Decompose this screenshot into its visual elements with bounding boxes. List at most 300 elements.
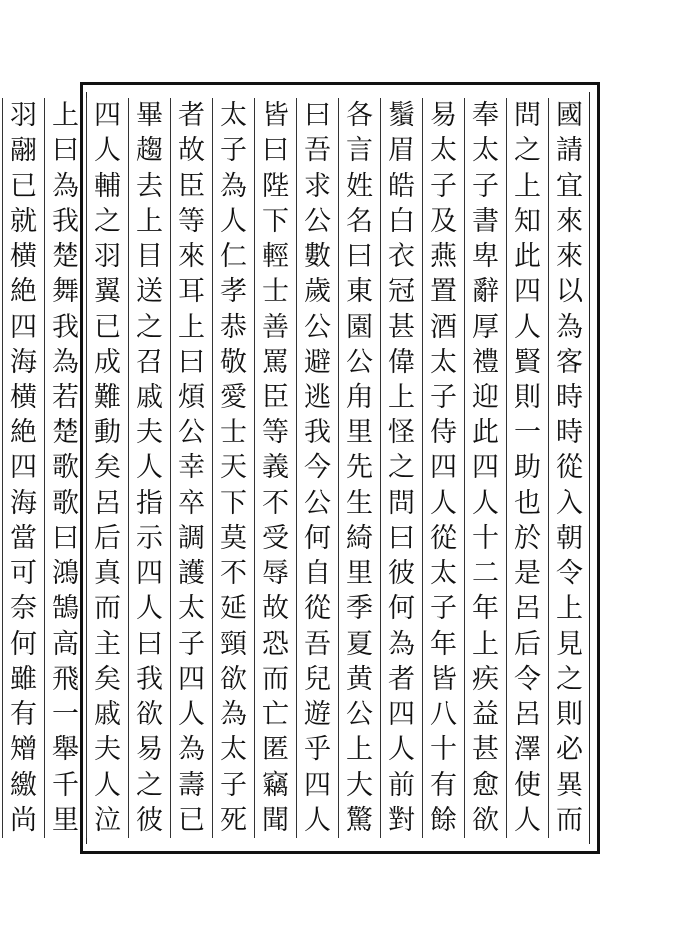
character: 子 — [178, 628, 205, 660]
character: 先 — [346, 452, 373, 484]
character: 於 — [514, 522, 541, 554]
character: 為 — [556, 311, 583, 343]
character: 戚 — [136, 381, 163, 413]
text-column — [338, 98, 380, 838]
character: 雖 — [10, 663, 37, 695]
character: 從 — [304, 593, 331, 625]
character: 頸 — [220, 628, 247, 660]
character: 舉 — [52, 734, 79, 766]
character: 之 — [94, 205, 121, 237]
character: 園 — [346, 311, 373, 343]
character: 此 — [514, 241, 541, 273]
character: 一 — [52, 699, 79, 731]
character: 彼 — [136, 804, 163, 836]
character: 四 — [136, 558, 163, 590]
character: 已 — [178, 804, 205, 836]
character: 仁 — [220, 241, 247, 273]
character: 上 — [388, 381, 415, 413]
character: 陛 — [262, 170, 289, 202]
character: 兒 — [304, 663, 331, 695]
character: 者 — [388, 663, 415, 695]
character: 煩 — [178, 381, 205, 413]
character: 問 — [388, 487, 415, 519]
character: 不 — [262, 487, 289, 519]
character: 夏 — [346, 628, 373, 660]
character: 四 — [94, 100, 121, 132]
character: 有 — [430, 769, 457, 801]
character: 真 — [94, 558, 121, 590]
character: 若 — [52, 381, 79, 413]
character: 有 — [10, 699, 37, 731]
character: 高 — [52, 628, 79, 660]
character: 下 — [220, 487, 247, 519]
character: 楚 — [52, 417, 79, 449]
text-column — [548, 98, 590, 838]
character: 者 — [178, 100, 205, 132]
character: 目 — [136, 241, 163, 273]
character: 四 — [178, 663, 205, 695]
character: 請 — [556, 135, 583, 167]
character: 益 — [472, 699, 499, 731]
character: 上 — [472, 628, 499, 660]
character: 就 — [10, 205, 37, 237]
character: 人 — [178, 699, 205, 731]
character: 公 — [346, 346, 373, 378]
character: 皆 — [262, 100, 289, 132]
character: 后 — [514, 628, 541, 660]
character: 横 — [10, 381, 37, 413]
character: 入 — [556, 487, 583, 519]
character: 之 — [136, 311, 163, 343]
character: 子 — [220, 135, 247, 167]
character: 壽 — [178, 769, 205, 801]
character: 季 — [346, 593, 373, 625]
character: 太 — [178, 593, 205, 625]
character: 甚 — [388, 311, 415, 343]
character: 曰 — [262, 135, 289, 167]
character: 矣 — [94, 452, 121, 484]
character: 呂 — [94, 487, 121, 519]
character: 人 — [220, 205, 247, 237]
character: 我 — [52, 311, 79, 343]
text-column — [380, 98, 422, 838]
text-column — [86, 98, 128, 838]
character: 公 — [178, 417, 205, 449]
character: 夫 — [136, 417, 163, 449]
character: 畢 — [136, 100, 163, 132]
character: 宜 — [556, 170, 583, 202]
character: 已 — [94, 311, 121, 343]
character: 罵 — [262, 346, 289, 378]
character: 上 — [136, 205, 163, 237]
character: 助 — [514, 452, 541, 484]
character: 今 — [304, 452, 331, 484]
character: 言 — [346, 135, 373, 167]
character: 示 — [136, 522, 163, 554]
character: 而 — [262, 663, 289, 695]
character: 楚 — [52, 241, 79, 273]
character: 子 — [430, 381, 457, 413]
character: 太 — [430, 135, 457, 167]
character: 士 — [220, 417, 247, 449]
character: 耳 — [178, 276, 205, 308]
character: 怪 — [388, 417, 415, 449]
character: 翼 — [94, 276, 121, 308]
character: 飛 — [52, 663, 79, 695]
character: 等 — [178, 205, 205, 237]
character: 吾 — [304, 135, 331, 167]
character: 人 — [94, 135, 121, 167]
character: 竊 — [262, 769, 289, 801]
character: 眉 — [388, 135, 415, 167]
character: 成 — [94, 346, 121, 378]
character: 厚 — [472, 311, 499, 343]
character: 異 — [556, 769, 583, 801]
character: 絶 — [10, 276, 37, 308]
character: 人 — [472, 487, 499, 519]
character: 白 — [388, 205, 415, 237]
character: 令 — [514, 663, 541, 695]
character: 驚 — [346, 804, 373, 836]
character: 天 — [220, 452, 247, 484]
character: 皓 — [388, 170, 415, 202]
character: 子 — [472, 170, 499, 202]
character: 偉 — [388, 346, 415, 378]
character: 亡 — [262, 699, 289, 731]
character: 易 — [430, 100, 457, 132]
character: 衣 — [388, 241, 415, 273]
character: 酒 — [430, 311, 457, 343]
character: 延 — [220, 593, 247, 625]
character: 各 — [346, 100, 373, 132]
character: 此 — [472, 417, 499, 449]
character: 年 — [430, 628, 457, 660]
character: 人 — [136, 452, 163, 484]
character: 士 — [262, 276, 289, 308]
character: 公 — [304, 487, 331, 519]
character: 鬚 — [388, 100, 415, 132]
character: 羽 — [94, 241, 121, 273]
character: 愈 — [472, 769, 499, 801]
character: 為 — [388, 628, 415, 660]
text-column — [170, 98, 212, 838]
character: 死 — [220, 804, 247, 836]
character: 時 — [556, 381, 583, 413]
character: 問 — [514, 100, 541, 132]
character: 臣 — [178, 170, 205, 202]
character: 里 — [346, 417, 373, 449]
character: 莫 — [220, 522, 247, 554]
character: 辭 — [472, 276, 499, 308]
character: 呂 — [514, 699, 541, 731]
character: 指 — [136, 487, 163, 519]
character: 姓 — [346, 170, 373, 202]
character: 來 — [556, 205, 583, 237]
character: 孝 — [220, 276, 247, 308]
character: 已 — [10, 170, 37, 202]
character: 之 — [514, 135, 541, 167]
character: 泣 — [94, 804, 121, 836]
character: 乎 — [304, 734, 331, 766]
character: 送 — [136, 276, 163, 308]
character: 奈 — [10, 593, 37, 625]
character: 東 — [346, 276, 373, 308]
character: 卑 — [472, 241, 499, 273]
character: 不 — [220, 558, 247, 590]
character: 以 — [556, 276, 583, 308]
character: 知 — [514, 205, 541, 237]
text-column — [2, 98, 44, 838]
character: 難 — [94, 381, 121, 413]
character: 敬 — [220, 346, 247, 378]
character: 當 — [10, 522, 37, 554]
character: 公 — [304, 311, 331, 343]
text-column — [422, 98, 464, 838]
character: 使 — [514, 769, 541, 801]
character: 從 — [430, 522, 457, 554]
character: 對 — [388, 804, 415, 836]
character: 何 — [388, 593, 415, 625]
character: 欲 — [136, 699, 163, 731]
character: 吾 — [304, 628, 331, 660]
character: 善 — [262, 311, 289, 343]
character: 故 — [262, 593, 289, 625]
character: 曰 — [52, 135, 79, 167]
character: 見 — [556, 628, 583, 660]
character: 海 — [10, 346, 37, 378]
character: 皆 — [430, 663, 457, 695]
character: 置 — [430, 276, 457, 308]
character: 人 — [136, 593, 163, 625]
character: 朝 — [556, 522, 583, 554]
character: 我 — [52, 205, 79, 237]
character: 曰 — [52, 522, 79, 554]
character: 上 — [178, 311, 205, 343]
character: 燕 — [430, 241, 457, 273]
character: 矰 — [10, 734, 37, 766]
character: 我 — [304, 417, 331, 449]
character: 為 — [178, 734, 205, 766]
character: 恭 — [220, 311, 247, 343]
character: 餘 — [430, 804, 457, 836]
character: 人 — [514, 804, 541, 836]
character: 戚 — [94, 699, 121, 731]
character: 矣 — [94, 663, 121, 695]
character: 護 — [178, 558, 205, 590]
character: 上 — [556, 593, 583, 625]
character: 太 — [472, 135, 499, 167]
text-column — [44, 98, 86, 838]
character: 四 — [304, 769, 331, 801]
character: 海 — [10, 487, 37, 519]
character: 趨 — [136, 135, 163, 167]
character: 必 — [556, 734, 583, 766]
character: 數 — [304, 241, 331, 273]
character: 太 — [430, 558, 457, 590]
character: 輕 — [262, 241, 289, 273]
character: 及 — [430, 205, 457, 237]
character: 歌 — [52, 452, 79, 484]
character: 何 — [304, 522, 331, 554]
character: 冠 — [388, 276, 415, 308]
character: 年 — [472, 593, 499, 625]
character: 為 — [220, 699, 247, 731]
character: 欲 — [220, 663, 247, 695]
character: 國 — [556, 100, 583, 132]
character: 人 — [388, 734, 415, 766]
character: 四 — [388, 699, 415, 731]
character: 遊 — [304, 699, 331, 731]
character: 八 — [430, 699, 457, 731]
character: 主 — [94, 628, 121, 660]
character: 為 — [220, 170, 247, 202]
character: 為 — [52, 346, 79, 378]
character: 則 — [514, 381, 541, 413]
character: 侍 — [430, 417, 457, 449]
character: 生 — [346, 487, 373, 519]
text-column — [464, 98, 506, 838]
character: 恐 — [262, 628, 289, 660]
character: 甪 — [346, 381, 373, 413]
character: 曰 — [388, 522, 415, 554]
character: 則 — [556, 699, 583, 731]
character: 之 — [136, 769, 163, 801]
character: 卒 — [178, 487, 205, 519]
character: 綺 — [346, 522, 373, 554]
character: 迎 — [472, 381, 499, 413]
character: 人 — [514, 311, 541, 343]
character: 鵠 — [52, 593, 79, 625]
character: 求 — [304, 170, 331, 202]
character: 來 — [556, 241, 583, 273]
character: 來 — [178, 241, 205, 273]
character: 匿 — [262, 734, 289, 766]
text-column — [128, 98, 170, 838]
character: 夫 — [94, 734, 121, 766]
character: 太 — [220, 734, 247, 766]
character: 子 — [430, 170, 457, 202]
character: 而 — [94, 593, 121, 625]
character: 呂 — [514, 593, 541, 625]
character: 繳 — [10, 769, 37, 801]
character: 之 — [556, 663, 583, 695]
character: 公 — [304, 205, 331, 237]
character: 里 — [346, 558, 373, 590]
character: 客 — [556, 346, 583, 378]
character: 疾 — [472, 663, 499, 695]
character: 十 — [430, 734, 457, 766]
character: 公 — [346, 699, 373, 731]
character: 前 — [388, 769, 415, 801]
character: 歲 — [304, 276, 331, 308]
character: 辱 — [262, 558, 289, 590]
character: 故 — [178, 135, 205, 167]
text-columns — [10, 98, 590, 838]
character: 四 — [10, 452, 37, 484]
character: 從 — [556, 452, 583, 484]
character: 下 — [262, 205, 289, 237]
character: 絶 — [10, 417, 37, 449]
character: 鴻 — [52, 558, 79, 590]
character: 是 — [514, 558, 541, 590]
character: 何 — [10, 628, 37, 660]
character: 十 — [472, 522, 499, 554]
character: 禮 — [472, 346, 499, 378]
character: 上 — [52, 100, 79, 132]
character: 也 — [514, 487, 541, 519]
character: 翮 — [10, 135, 37, 167]
character: 后 — [94, 522, 121, 554]
character: 曰 — [304, 100, 331, 132]
character: 澤 — [514, 734, 541, 766]
character: 等 — [262, 417, 289, 449]
character: 大 — [346, 769, 373, 801]
character: 去 — [136, 170, 163, 202]
character: 太 — [220, 100, 247, 132]
character: 人 — [430, 487, 457, 519]
character: 羽 — [10, 100, 37, 132]
character: 賢 — [514, 346, 541, 378]
character: 里 — [52, 804, 79, 836]
character: 聞 — [262, 804, 289, 836]
character: 人 — [304, 804, 331, 836]
text-column — [296, 98, 338, 838]
character: 我 — [136, 663, 163, 695]
character: 曰 — [178, 346, 205, 378]
character: 名 — [346, 205, 373, 237]
character: 義 — [262, 452, 289, 484]
character: 四 — [514, 276, 541, 308]
character: 一 — [514, 417, 541, 449]
book-page — [10, 82, 600, 854]
text-column — [506, 98, 548, 838]
character: 上 — [346, 734, 373, 766]
character: 為 — [52, 170, 79, 202]
character: 之 — [388, 452, 415, 484]
character: 彼 — [388, 558, 415, 590]
character: 時 — [556, 417, 583, 449]
character: 人 — [94, 769, 121, 801]
character: 受 — [262, 522, 289, 554]
character: 可 — [10, 558, 37, 590]
character: 而 — [556, 804, 583, 836]
character: 避 — [304, 346, 331, 378]
character: 子 — [220, 769, 247, 801]
character: 黄 — [346, 663, 373, 695]
character: 召 — [136, 346, 163, 378]
character: 幸 — [178, 452, 205, 484]
character: 尚 — [10, 804, 37, 836]
character: 上 — [514, 170, 541, 202]
character: 令 — [556, 558, 583, 590]
character: 動 — [94, 417, 121, 449]
character: 子 — [430, 593, 457, 625]
character: 愛 — [220, 381, 247, 413]
character: 奉 — [472, 100, 499, 132]
character: 四 — [472, 452, 499, 484]
text-column — [254, 98, 296, 838]
character: 自 — [304, 558, 331, 590]
character: 欲 — [472, 804, 499, 836]
character: 曰 — [136, 628, 163, 660]
character: 四 — [430, 452, 457, 484]
character: 四 — [10, 311, 37, 343]
character: 輔 — [94, 170, 121, 202]
character: 千 — [52, 769, 79, 801]
character: 易 — [136, 734, 163, 766]
character: 逃 — [304, 381, 331, 413]
character: 調 — [178, 522, 205, 554]
